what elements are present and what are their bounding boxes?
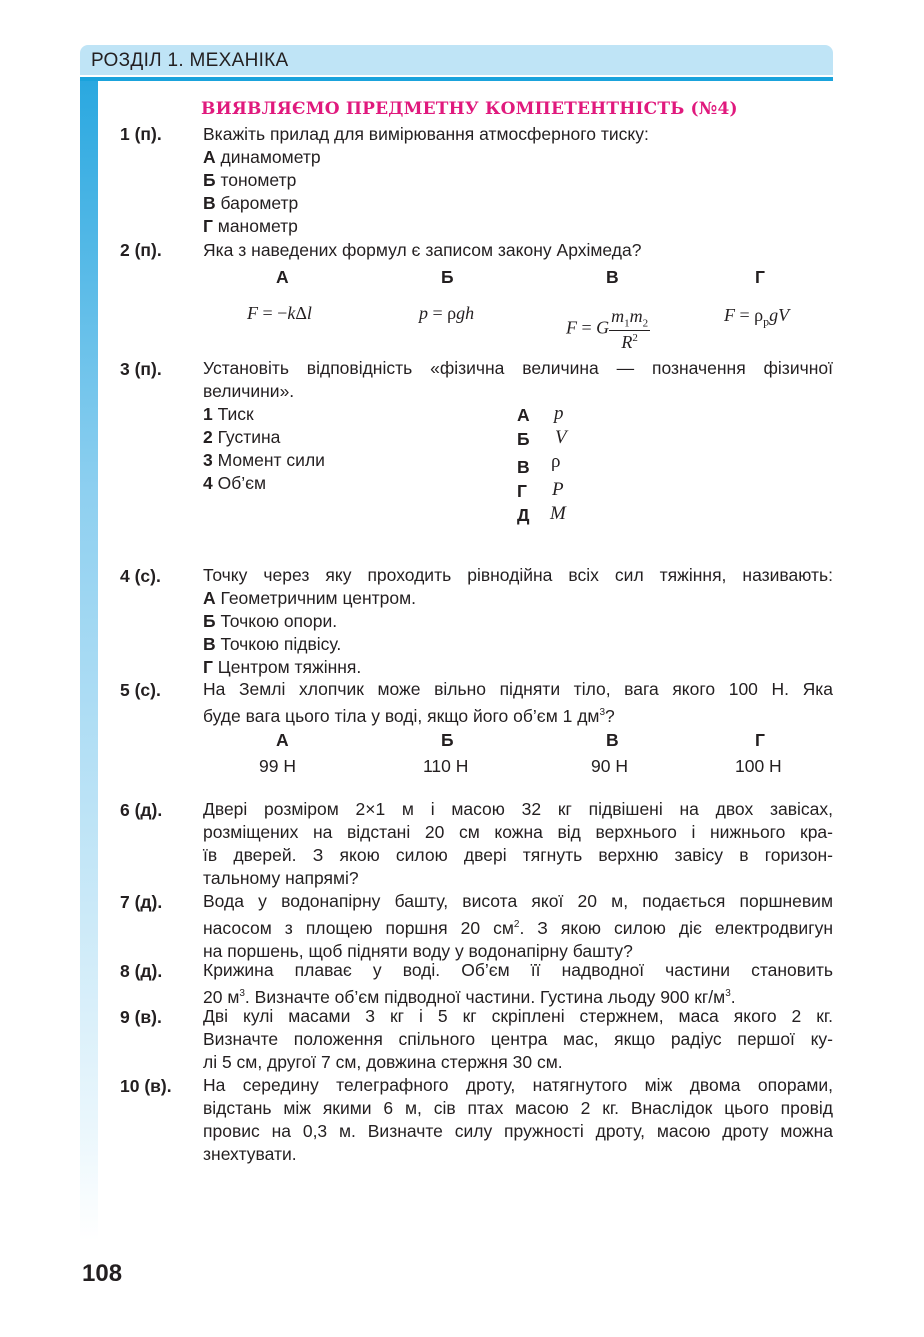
header-divider: [80, 77, 833, 81]
text-part: ?: [605, 705, 615, 726]
option-letter: Г: [203, 216, 213, 236]
text-part: . З якою силою діє електродвигун: [519, 917, 834, 938]
match-right-symbol: P: [552, 479, 564, 500]
question-number: 2 (п).: [120, 240, 162, 260]
text-part: . Визначте об’єм підводної частини. Густина льоду 900 кг/м: [244, 986, 726, 1007]
column-letter: В: [606, 730, 619, 750]
text-line: знехтувати.: [203, 1144, 297, 1164]
item-number: 4: [203, 473, 213, 493]
text-line: Двері розміром 2×1 м і масою 32 кг підвішені на двох завісах,: [203, 799, 833, 819]
text-line: розміщених на відстані 20 см кожна від верхнього і нижнього кра-: [203, 822, 833, 842]
match-right-letter: Г: [517, 481, 527, 501]
option-letter: Б: [203, 170, 216, 190]
match-right-letter: А: [517, 405, 530, 425]
item-number: 1: [203, 404, 213, 424]
text-line: відстань між якими 6 м, сів птах масою 2 кг. Внаслідок цього провід: [203, 1098, 833, 1118]
superscript: 3: [725, 988, 731, 999]
answer-value: 99 Н: [259, 756, 296, 776]
text-line: Вода у водонапірну башту, висота якої 20 м, подається поршневим: [203, 891, 833, 911]
answer-option: [203, 610, 337, 633]
text-line: Установіть відповідність «фізична величина — позначення фізичної: [203, 358, 833, 378]
match-right-letter: Б: [517, 429, 530, 449]
match-right-symbol: V: [555, 427, 567, 448]
side-accent-fade: [80, 1121, 98, 1241]
text-part: буде вага цього тіла у воді, якщо його об’єм 1 дм: [203, 705, 600, 726]
answer-option: [203, 633, 341, 656]
option-text: манометр: [217, 216, 298, 236]
question-text: [203, 890, 833, 963]
column-letter: Б: [441, 730, 454, 750]
column-letter: А: [276, 267, 289, 287]
question-number: 1 (п).: [120, 124, 162, 144]
superscript: 3: [599, 707, 605, 718]
question-number: 10 (в).: [120, 1076, 172, 1096]
question-text: [203, 564, 833, 587]
question-text: [203, 959, 833, 1009]
text-line: На Землі хлопчик може вільно підняти тіло, вага якого 100 Н. Яка: [203, 679, 833, 699]
formula-archimedes: $F = \rho_рgV$: [724, 305, 790, 329]
column-letter: Г: [755, 267, 765, 287]
text-line: Визначте положення спільного центра мас, якщо радіус першої ку-: [203, 1029, 833, 1049]
text-line: лі 5 см, другої 7 см, довжина стержня 30 см.: [203, 1052, 563, 1072]
answer-option: [203, 146, 321, 169]
question-text: [203, 678, 833, 728]
match-right-letter: В: [517, 457, 530, 477]
item-number: 3: [203, 450, 213, 470]
match-left-item: [203, 403, 254, 426]
match-left-item: [203, 449, 325, 472]
option-letter: Г: [203, 657, 213, 677]
match-right-symbol: M: [550, 503, 566, 524]
question-number: 8 (д).: [120, 961, 163, 981]
question-text: [203, 357, 833, 403]
item-text: Момент сили: [217, 450, 325, 470]
question-number: 7 (д).: [120, 892, 163, 912]
option-text: Геометричним центром.: [220, 588, 417, 608]
text-line: тальному напрямі?: [203, 868, 359, 888]
superscript: 3: [239, 988, 245, 999]
option-text: Центром тяжіння.: [217, 657, 362, 677]
answer-option: [203, 192, 298, 215]
item-number: 2: [203, 427, 213, 447]
option-letter: А: [203, 147, 216, 167]
option-text: тонометр: [220, 170, 297, 190]
side-accent-bar: [80, 81, 98, 1121]
match-right-symbol: ρ: [551, 451, 561, 472]
match-right-symbol: p: [554, 403, 564, 424]
answer-option: [203, 587, 416, 610]
question-number: 3 (п).: [120, 359, 162, 379]
text-part: 20 м: [203, 986, 240, 1007]
option-text: динамометр: [220, 147, 321, 167]
page-number: 108: [82, 1260, 123, 1287]
column-letter: А: [276, 730, 289, 750]
question-text: Вкажіть прилад для вимірювання атмосферного тиску:: [203, 124, 649, 144]
chapter-title: РОЗДІЛ 1. МЕХАНІКА: [91, 50, 289, 71]
option-text: Точкою опори.: [220, 611, 338, 631]
formula-hooke: F = −kΔl: [247, 303, 312, 323]
option-text: барометр: [220, 193, 299, 213]
formula-gravitation: F = G $\frac{m_1m_2}{R^2}$: [566, 306, 649, 352]
item-text: Об’єм: [217, 473, 267, 493]
question-text: Яка з наведених формул є записом закону Архімеда?: [203, 240, 642, 260]
formula-pressure: p = ρgh: [419, 303, 475, 323]
section-title: ВИЯВЛЯЄМО ПРЕДМЕТНУ КОМПЕТЕНТНІСТЬ (№4): [201, 99, 738, 119]
text-line: Точку через яку проходить рівнодійна всіх сил тяжіння, називають:: [203, 565, 833, 585]
question-text: [203, 1005, 833, 1074]
match-left-item: [203, 472, 266, 495]
question-text: [203, 1074, 833, 1166]
question-number: 4 (с).: [120, 566, 161, 586]
answer-value: 90 Н: [591, 756, 628, 776]
text-line: На середину телеграфного дроту, натягнутого між двома опорами,: [203, 1075, 833, 1095]
option-letter: В: [203, 634, 216, 654]
text-line: величини».: [203, 381, 295, 401]
text-part: .: [730, 986, 736, 1007]
column-letter: Г: [755, 730, 765, 750]
answer-value: 100 Н: [735, 756, 782, 776]
item-text: Тиск: [217, 404, 254, 424]
question-number: 6 (д).: [120, 800, 163, 820]
text-line: на поршень, щоб підняти воду у водонапірну башту?: [203, 940, 633, 961]
answer-option: [203, 215, 298, 238]
column-letter: В: [606, 267, 619, 287]
question-text: [203, 798, 833, 890]
text-line: [203, 701, 833, 728]
text-line: [203, 913, 833, 940]
text-line: Крижина плаває у воді. Об’єм її надводної частини становить: [203, 960, 833, 980]
match-right-letter: Д: [517, 505, 530, 525]
option-letter: Б: [203, 611, 216, 631]
item-text: Густина: [217, 427, 281, 447]
column-letter: Б: [441, 267, 454, 287]
question-number: 9 (в).: [120, 1007, 162, 1027]
answer-value: 110 Н: [423, 756, 469, 776]
superscript: 2: [513, 919, 520, 930]
option-text: Точкою підвісу.: [220, 634, 342, 654]
text-part: насосом з площею поршня 20 см: [203, 917, 514, 938]
answer-option: [203, 169, 296, 192]
text-line: Дві кулі масами 3 кг і 5 кг скріплені стержнем, маса якого 2 кг.: [203, 1006, 833, 1026]
answer-option: [203, 656, 361, 679]
match-left-item: [203, 426, 280, 449]
option-letter: А: [203, 588, 216, 608]
question-number: 5 (с).: [120, 680, 161, 700]
text-line: провис на 0,3 м. Визначте силу пружності дроту, масою дроту можна: [203, 1121, 833, 1141]
option-letter: В: [203, 193, 216, 213]
text-line: їв дверей. З якою силою двері тягнуть верхню завісу в горизон-: [203, 845, 833, 865]
